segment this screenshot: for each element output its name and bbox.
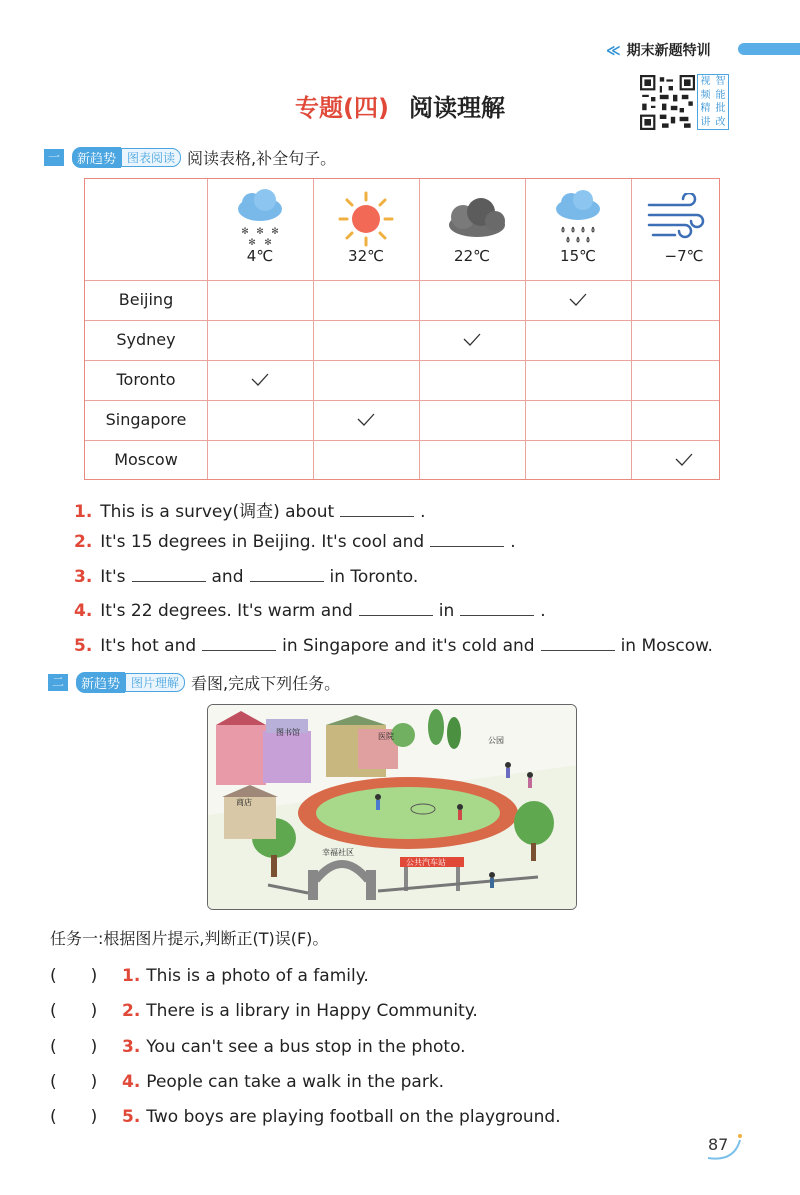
qr-code-icon[interactable] [640,75,695,130]
task-item-5: ( ) 5. Two boys are playing football on the playground. [50,1102,561,1127]
weather-table [84,178,720,480]
check-mark-sydney [462,332,482,348]
wind-icon [645,193,709,243]
task-title: 任务一:根据图片提示,判断正(T)误(F)。 [50,929,329,948]
answer-blank[interactable] [250,567,324,582]
title-topic: 专题(四) [295,94,389,122]
temp-cloud: 22℃ [454,247,490,265]
title-subject: 阅读理解 [408,94,505,122]
svg-text:✻: ✻ [264,238,272,247]
task-item-2: ( ) 2. There is a library in Happy Community. [50,996,478,1021]
check-mark-toronto [250,372,270,388]
cloud-icon [437,193,509,241]
header-tag-label: 期末新题特训 [626,43,711,59]
city-beijing: Beijing [118,290,174,309]
answer-blank[interactable] [460,601,534,616]
double-chevron-icon: ≪ [606,43,621,59]
label-shop: 商店 [236,798,252,807]
section-number: 二 [48,674,68,691]
svg-text:✻: ✻ [241,227,249,237]
snow-icon [232,189,288,247]
section-2-header [48,671,340,694]
task-item-1: ( ) 1. This is a photo of a family. [50,961,369,986]
answer-blank[interactable] [359,601,433,616]
answer-paren[interactable]: ( ) [50,966,98,986]
qr-label: 视 智 频 能 精 批 讲 改 [697,74,729,130]
page-number: 87 [708,1135,729,1154]
answer-paren[interactable]: ( ) [50,1072,98,1092]
city-singapore: Singapore [105,410,187,429]
answer-blank[interactable] [202,636,276,651]
check-mark-beijing [568,292,588,308]
answer-blank[interactable] [340,502,414,517]
header-tag [606,40,711,60]
city-moscow: Moscow [114,450,178,469]
community-illustration [208,705,577,910]
label-bus-stop: 公共汽车站 [406,858,446,867]
question-1: 1. This is a survey(调查) about . [74,502,426,522]
svg-text:✻: ✻ [248,238,256,247]
check-mark-moscow [674,452,694,468]
answer-paren[interactable]: ( ) [50,1001,98,1021]
temp-sun: 32℃ [348,247,384,265]
label-library: 图书馆 [276,728,300,737]
trend-badge: 新趋势 [76,672,125,693]
answer-paren[interactable]: ( ) [50,1107,98,1127]
temp-wind: −7℃ [664,247,704,265]
question-5: 5. It's hot and in Singapore and it's cold and in Moscow. [74,636,713,656]
answer-paren[interactable]: ( ) [50,1037,98,1057]
sun-icon [338,191,394,247]
answer-blank[interactable] [430,532,504,547]
question-3: 3. It's and in Toronto. [74,567,419,587]
section-instruction: 看图,完成下列任务。 [191,674,341,693]
city-sydney: Sydney [116,330,176,349]
svg-text:✻: ✻ [256,227,264,237]
section-1-header [44,146,336,169]
check-mark-singapore [356,412,376,428]
answer-blank[interactable] [541,636,615,651]
label-park: 公园 [488,736,504,745]
answer-blank[interactable] [132,567,206,582]
type-badge: 图表阅读 [121,148,181,167]
temp-rain: 15℃ [560,247,596,265]
question-2: 2. It's 15 degrees in Beijing. It's cool and . [74,532,516,552]
city-toronto: Toronto [116,370,176,389]
task-item-3: ( ) 3. You can't see a bus stop in the photo. [50,1032,466,1057]
label-hospital: 医院 [378,732,394,741]
community-picture [207,704,577,910]
temp-snow: 4℃ [246,247,274,265]
label-community: 幸福社区 [322,848,354,857]
type-badge: 图片理解 [125,673,185,692]
task-item-4: ( ) 4. People can take a walk in the park. [50,1067,444,1092]
question-4: 4. It's 22 degrees. It's warm and in . [74,601,546,621]
svg-text:✻: ✻ [271,227,279,237]
section-number: 一 [44,149,64,166]
rain-icon [553,189,603,247]
header-bar [738,43,800,55]
section-instruction: 阅读表格,补全句子。 [187,149,337,168]
page-number-swoosh-icon [704,1130,744,1162]
trend-badge: 新趋势 [72,147,121,168]
